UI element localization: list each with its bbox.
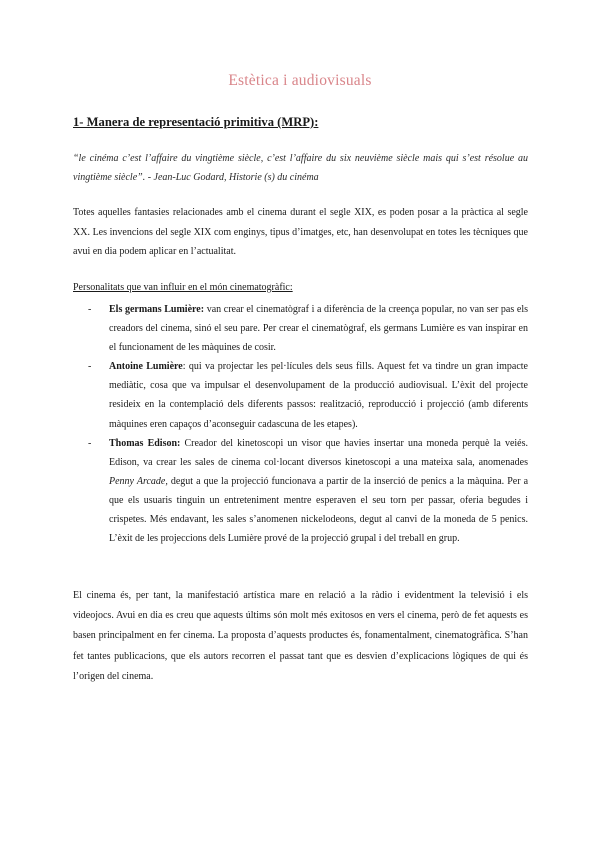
personalities-list xyxy=(88,300,528,548)
bullet-dash: - xyxy=(88,304,92,315)
list-item xyxy=(88,300,528,357)
conclusion-paragraph: El cinema és, per tant, la manifestació artística mare en relació a la ràdio i evidentment la televisió i els videojocs. Avui en dia es creu que aquests últims són molt més exitosos en vers el cinema, però de fet aquests es basen principalment en fer cinema. La proposta d’aquests productes és, fonamentalment, cinematogràfica. S’han fet tantes publicacions, que els autors recorren el passat tant que es desvien d’explicacions lògiques de qui és l’origen del cinema. xyxy=(73,590,528,682)
document-title: Estètica i audiovisuals xyxy=(228,72,372,89)
bullet-dash: - xyxy=(88,361,92,373)
bullet-lead: Thomas Edison: xyxy=(109,437,181,449)
personalities-heading: Personalitats que van influir en el món cinematogràfic: xyxy=(73,282,293,293)
bullet-lead: Els germans Lumière: xyxy=(109,304,205,315)
list-item xyxy=(88,357,528,433)
bullet-lead: Antoine Lumière xyxy=(109,361,183,373)
section-heading: 1- Manera de representació primitiva (MRP): xyxy=(73,115,319,129)
bullet-text: : qui va projectar les pel·lícules dels seus fills. Aquest fet va tindre un gran impacte mediàtic, cosa que va impulsar el desenvolupament de la producció audiovisual. L’èxit del projecte resideix en la contemplació dels diferents passos: realització, reproducció i projecció (amb diferents màquines eren capaços d’aconseguir cadascuna de les etapes). xyxy=(109,361,528,430)
bullet-text: Creador del kinetoscopi un visor que havies insertar una moneda perquè la veiés. Edison, va crear les sales de cinema col·locant diversos kinetoscopi a una mateixa sala, anomenades xyxy=(109,437,529,468)
bullet-italic-term: Penny Arcade, xyxy=(109,475,168,487)
bullet-dash: - xyxy=(88,437,92,449)
bullet-text: van crear el cinematògraf i a diferència de la creença popular, no van ser pas els creadors del cinema, sinó el seu pare. Per crear el cinematògraf, els germans Lumière es van inspirar en el funcionament de les màquines de cosir. xyxy=(109,304,528,354)
epigraph-quote: “le cinéma c’est l’affaire du vingtième siècle, c’est l’affaire du six neuvième siècle mais qui s’est résolue au vingtième siècle”. - Jean-Luc Godard, Historie (s) du cinéma xyxy=(73,153,528,183)
intro-paragraph: Totes aquelles fantasies relacionades amb el cinema durant el segle XIX, es poden posar a la pràctica al segle XX. Les invencions del segle XIX com enginys, tipus d’imatges, etc, han desenvolupat en totes les tècniques que avui en dia podem aplicar en l’actualitat. xyxy=(73,207,528,258)
bullet-text-continued: degut a que la projecció funcionava a partir de la inserció de penics a la màquina. Per a que els usuaris tinguin un entreteniment mentre esperaven el seu torn per passar, oferia begudes i crispetes. Més endavant, les sales s’anomenen nickelodeons, degut al canvi de la moneda de 5 penics. L’èxit de les projeccions dels Lumière prové de la projecció grupal i del treball en grup. xyxy=(109,475,529,545)
list-item xyxy=(88,434,528,549)
